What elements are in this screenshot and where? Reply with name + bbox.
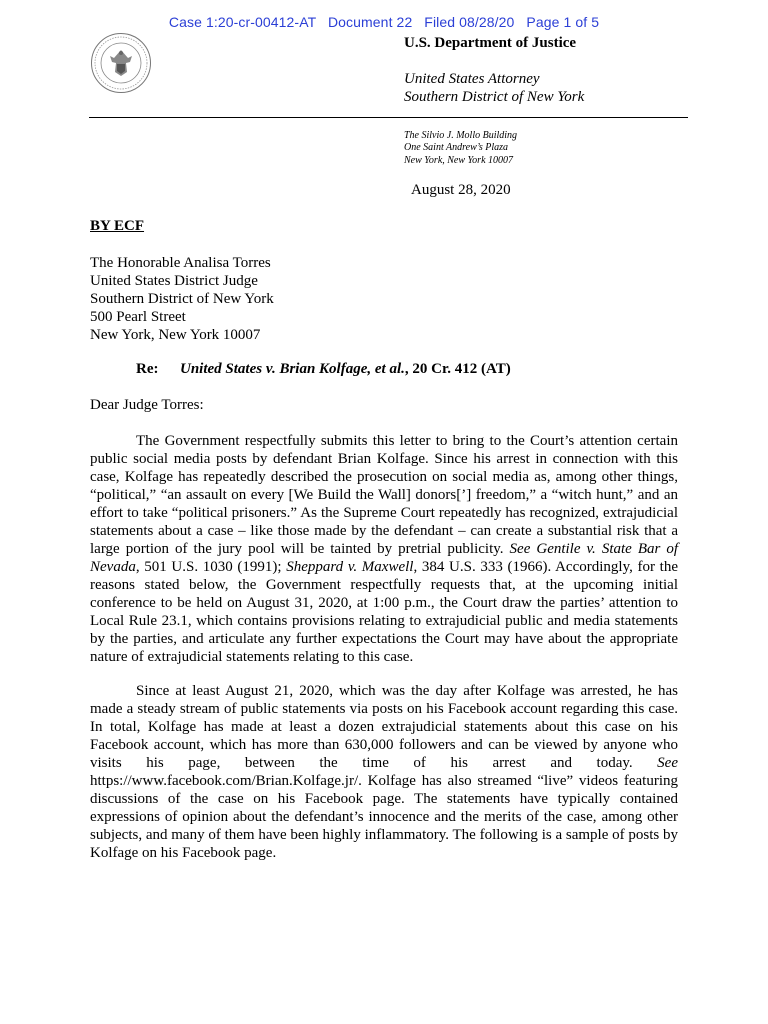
body-paragraph-2 <box>90 682 678 862</box>
recipient-line-3: Southern District of New York <box>90 291 274 307</box>
address-line-3: New York, New York 10007 <box>404 154 514 166</box>
recipient-line-4: 500 Pearl Street <box>90 309 186 325</box>
recipient-line-2: United States District Judge <box>90 273 258 289</box>
case-caption <box>180 361 511 378</box>
department-name: U.S. Department of Justice <box>404 35 577 51</box>
case-number: , 20 Cr. 412 (AT) <box>404 361 511 377</box>
citation-sheppard: Sheppard v. Maxwell <box>286 559 414 575</box>
doj-seal-icon <box>90 32 152 94</box>
address-line-1: The Silvio J. Mollo Building <box>404 130 518 141</box>
delivery-method: BY ECF <box>90 218 145 234</box>
letter-date: August 28, 2020 <box>411 182 511 198</box>
office-address <box>404 130 517 167</box>
office-name <box>404 70 584 106</box>
body-paragraph-1 <box>90 432 678 666</box>
letterhead-divider <box>89 117 688 118</box>
office-line-2: Southern District of New York <box>404 89 585 105</box>
paragraph-2-text-a: Since at least August 21, 2020, which was the day after Kolfage was arrested, he has made a steady stream of public statements via posts on his Facebook account regarding this case. In total, Kolfage has made at least a dozen extrajudicial statements about this case on his Facebook account, which has more than 630,000 followers and can be viewed by anyone who visits his page, between the time of his arrest and today. <box>90 683 678 771</box>
paragraph-1-text-a: The Government respectfully submits this letter to bring to the Court’s attention certain public social media posts by defendant Brian Kolfage. Since his arrest in connection with this case, Kolfage has repeatedly described the prosecution on social media as, among other things, “political,” “an assault on every [We Build the Wall] donors[’] freedom,” a “witch hunt,” and an effort to take “political prisoners.” As the Supreme Court repeatedly has recognized, extrajudicial statements about a case – like those made by the defendant – can create a substantial risk that a large portion of the jury pool will be tainted by pretrial publicity. <box>90 433 678 557</box>
paragraph-2-text-b: https://www.facebook.com/Brian.Kolfage.jr/. Kolfage has also streamed “live” videos featuring discussions of the case on his Facebook page. The statements have typically contained expressions of opinion about the defendant’s innocence and the merits of the case, among other subjects, and many of them have been highly inflammatory. The following is a sample of posts by Kolfage on his Facebook page. <box>90 773 678 861</box>
recipient-line-5: New York, New York 10007 <box>90 327 261 343</box>
paragraph-1-text-c: , 384 U.S. 333 (1966). Accordingly, for the reasons stated below, the Government respectfully requests that, at the upcoming initial conference to be held on August 31, 2020, at 1:00 p.m., the Court draw the parties’ attention to Local Rule 23.1, which contains provisions relating to extrajudicial public and media statements by the parties, and articulate any further expectations the Court may have about the appropriate nature of extrajudicial statements relating to this case. <box>90 559 678 665</box>
office-line-1: United States Attorney <box>404 71 540 87</box>
address-line-2: One Saint Andrew’s Plaza <box>404 142 508 154</box>
re-line <box>136 361 511 378</box>
case-title: United States v. Brian Kolfage, et al. <box>180 361 405 377</box>
citation-gentile: See Gentile v. State Bar of Nevada <box>90 541 678 575</box>
recipient-block <box>90 254 274 344</box>
salutation: Dear Judge Torres: <box>90 397 204 413</box>
recipient-line-1: The Honorable Analisa Torres <box>90 255 271 271</box>
re-label: Re: <box>136 361 159 377</box>
paragraph-1-text-b: , 501 U.S. 1030 (1991); <box>135 559 287 575</box>
case-header-stamp: Case 1:20-cr-00412-AT Document 22 Filed 08/28/20 Page 1 of 5 <box>168 14 600 30</box>
citation-see: See <box>657 755 678 771</box>
